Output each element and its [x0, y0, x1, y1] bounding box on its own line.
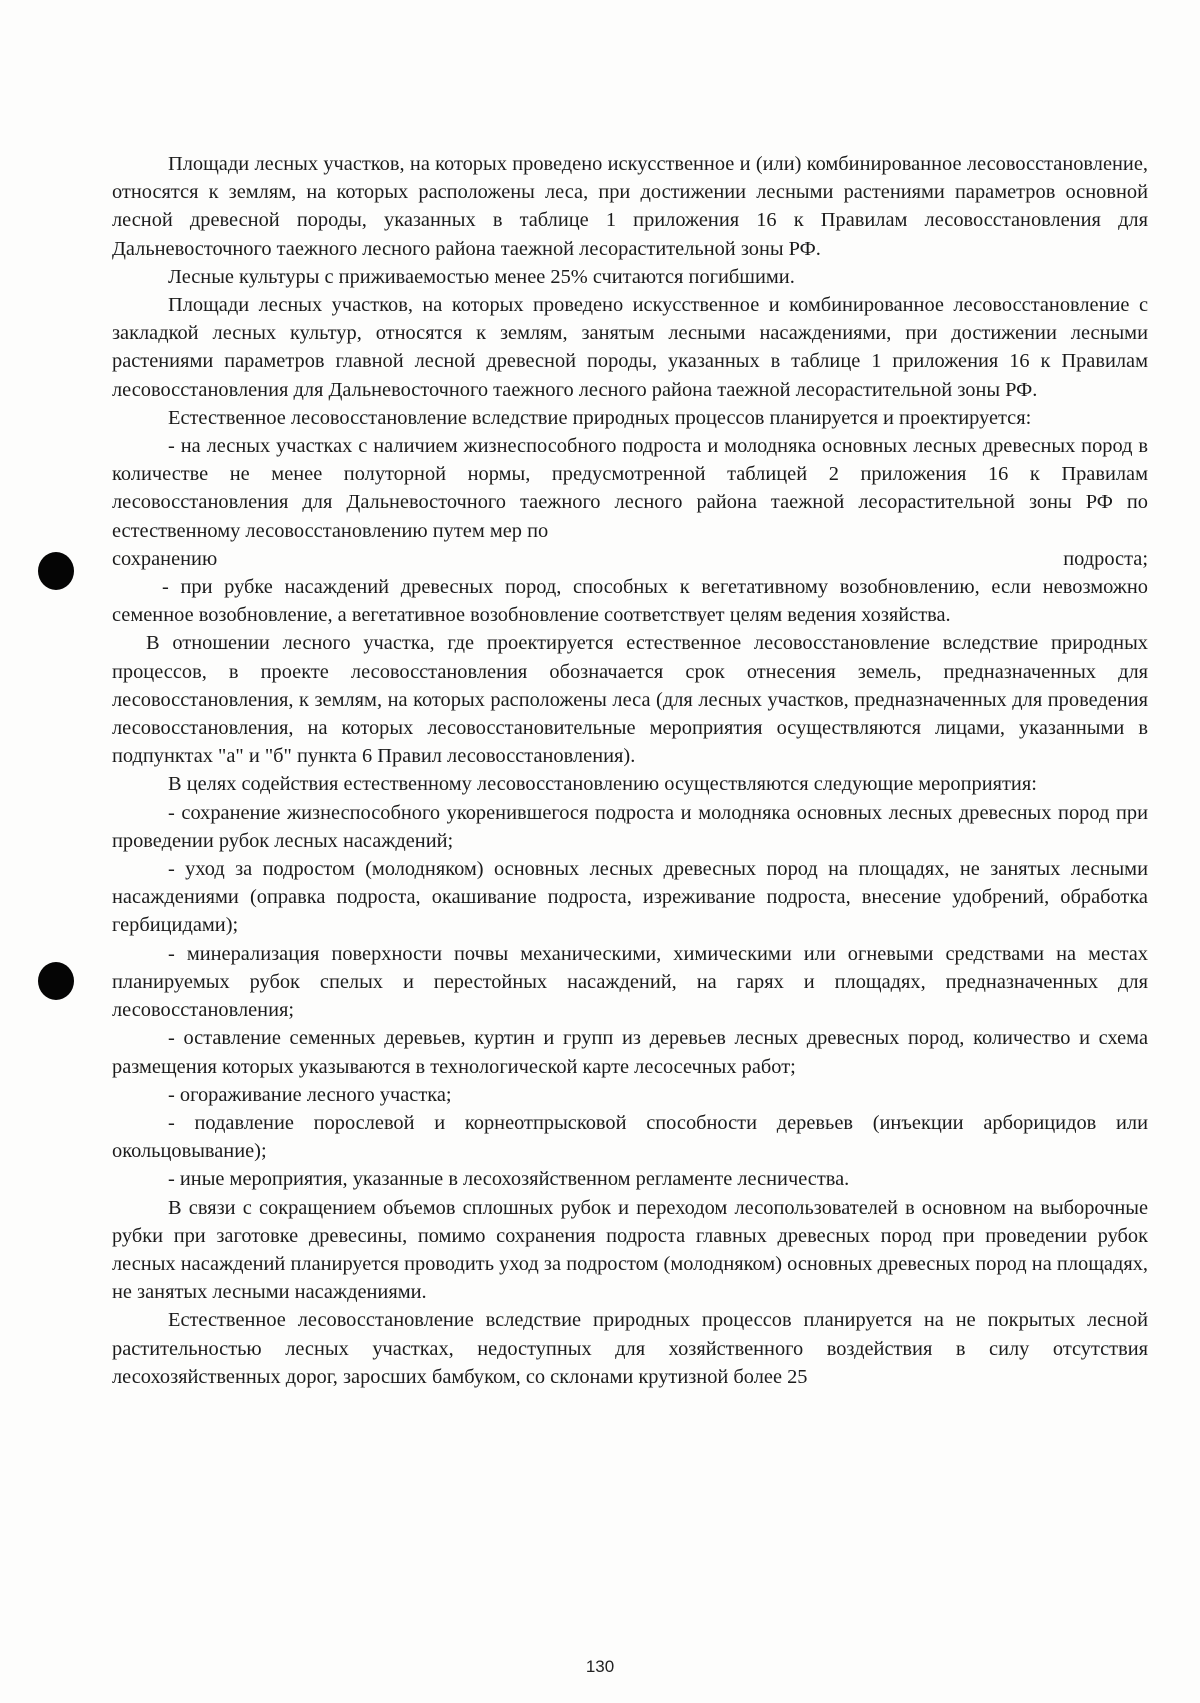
list-item: - огораживание лесного участка;: [168, 1083, 452, 1106]
paragraph: В отношении лесного участка, где проектируется естественное лесовосстановление вследствие природных процессов, в проекте лесовосстановления обозначается срок отнесения земель, предназначенных для лесовосстановления, к землям, на которых расположены леса (для лесных участков, предназначенных для проведения лесовосстановления, на которых лесовосстановительные мероприятия осуществляются лицами, указанными в подпунктах "а" и "б" пункта 6 Правил лесовосстановления).: [112, 632, 1148, 768]
list-item: - сохранение жизнеспособного укоренившегося подроста и молодняка основных лесных древесных пород при проведении рубок лесных насаждений;: [112, 801, 1148, 852]
list-item: - при рубке насаждений древесных пород, способных к вегетативному возобновлению, если невозможно семенное возобновление, а вегетативное возобновление соответствует целям ведения хозяйства.: [112, 576, 1148, 627]
paragraph: В целях содействия естественному лесовосстановлению осуществляются следующие мероприятия:: [168, 773, 1037, 796]
body-text: [112, 150, 1148, 1391]
list-item: - уход за подростом (молодняком) основных лесных древесных пород на площадях, не занятых лесными насаждениями (оправка подроста, окашивание подроста, изреживание подроста, внесение удобрений, обработка гербицидами);: [112, 858, 1148, 937]
list-item: - оставление семенных деревьев, куртин и групп из деревьев лесных древесных пород, количество и схема размещения которых указываются в технологической карте лесосечных работ;: [112, 1027, 1148, 1078]
page-number: 130: [585, 1657, 615, 1676]
punch-hole-mark: [38, 552, 74, 590]
paragraph: В связи с сокращением объемов сплошных рубок и переходом лесопользователей в основном на выборочные рубки при заготовке древесины, помимо сохранения подроста главных древесных пород при проведении рубок лесных насаждений планируется проводить уход за подростом (молодняком) основных древесных пород на площадях, не занятых лесными насаждениями.: [112, 1196, 1148, 1304]
list-item: - иные мероприятия, указанные в лесохозяйственном регламенте лесничества.: [168, 1168, 850, 1191]
paragraph: Естественное лесовосстановление вследствие природных процессов планируется на не покрытых лесной растительностью лесных участках, недоступных для хозяйственного воздействия в силу отсутствия лесохозяйственных дорог, заросших бамбуком, со склонами крутизной более 25: [112, 1309, 1148, 1388]
list-item-last-line: [112, 545, 1148, 573]
paragraph: Площади лесных участков, на которых проведено искусственное и (или) комбинированное лесовосстановление, относятся к землям, на которых расположены леса, при достижении лесными растениями параметров основной лесной древесной породы, указанных в таблице 1 приложения 16 к Правилам лесовосстановления для Дальневосточного таежного лесного района таежной лесорастительной зоны РФ.: [112, 153, 1148, 260]
line-fragment: сохранению: [112, 547, 218, 570]
list-item: - на лесных участках с наличием жизнеспособного подроста и молодняка основных лесных древесных пород в количестве не менее полуторной нормы, предусмотренной таблицей 2 приложения 16 к Правилам лесовосстановления для Дальневосточного таежного лесного района таежной лесорастительной зоны РФ по естественному лесовосстановлению путем мер по: [112, 435, 1148, 542]
paragraph: Лесные культуры с приживаемостью менее 25% считаются погибшими.: [168, 265, 795, 288]
list-item: - подавление порослевой и корнеотпрысковой способности деревьев (инъекции арборицидов или окольцовывание);: [112, 1111, 1148, 1163]
punch-hole-mark: [38, 962, 74, 1000]
paragraph: Площади лесных участков, на которых проведено искусственное и комбинированное лесовосстановление с закладкой лесных культур, относятся к землям, занятым лесными насаждениями, при достижении лесными растениями параметров главной лесной древесной породы, указанных в таблице 1 приложения 16 к Правилам лесовосстановления для Дальневосточного таежного лесного района таежной лесорастительной зоны РФ.: [112, 294, 1148, 401]
line-fragment: подроста;: [1063, 547, 1148, 570]
paragraph: Естественное лесовосстановление вследствие природных процессов планируется и проектируется:: [168, 406, 1032, 429]
list-item: - минерализация поверхности почвы механическими, химическими или огневыми средствами на местах планируемых рубок спелых и перестойных насаждений, на гарях и площадях, предназначенных для лесовосстановления;: [112, 942, 1148, 1022]
